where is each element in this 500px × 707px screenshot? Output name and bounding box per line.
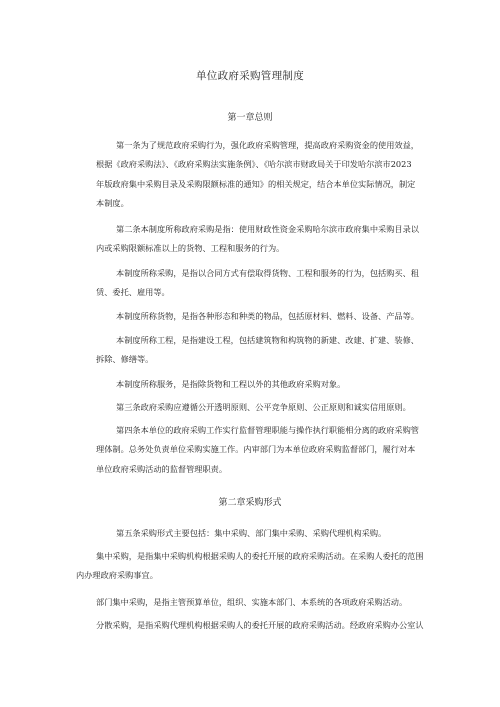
paragraph-line: 第四条本单位的政府采购工作实行监督管理职能与操作执行职能相分离的政府采购管 xyxy=(116,425,419,435)
paragraph-line: 分散采购，是指采购代理机构根据采购人的委托开展的政府采购活动。经政府采购办公室认 xyxy=(96,620,424,630)
paragraph-line: 本制度。 xyxy=(96,197,129,208)
document-title: 单位政府采购管理制度 xyxy=(196,70,304,82)
paragraph-line: 根据《政府采购法》、《政府采购法实施条例》、《哈尔滨市财政局关于印发哈尔滨市2023 xyxy=(96,159,412,170)
chapter-heading-2: 第二章采购形式 xyxy=(218,498,282,508)
paragraph-department-procurement xyxy=(76,593,436,612)
paragraph-line: 第二条本制度所称政府采购是指：使用财政性资金采购哈尔滨市政府集中采购目录以 xyxy=(116,224,419,234)
paragraph-line: 本制度所称货物，是指各种形态和种类的物品，包括原材料、燃料、设备、产品等。 xyxy=(116,311,419,321)
paragraph-line: 拆除、修缮等。 xyxy=(96,354,154,365)
paragraph-procurement-definition xyxy=(96,264,431,303)
paragraph-article-3 xyxy=(96,398,431,417)
paragraph-line: 本制度所称服务，是指除货物和工程以外的其他政府采购对象。 xyxy=(116,379,346,389)
paragraph-line: 年版政府集中采购目录及采购限额标准的通知》的相关规定，结合本单位实际情况，制定 xyxy=(96,178,416,189)
paragraph-line: 赁、委托、雇用等。 xyxy=(96,287,170,298)
paragraph-line: 第五条采购形式主要包括：集中采购、部门集中采购、采购代理机构采购。 xyxy=(116,528,387,538)
paragraph-goods-definition xyxy=(96,307,431,326)
paragraph-line: 集中采购，是指集中采购机构根据采购人的委托开展的政府采购活动。在采购人委托的范围 xyxy=(96,551,424,561)
paragraph-services-definition xyxy=(96,375,431,394)
paragraph-line: 理体制。总务处负责单位采购实施工作。内审部门为本单位政府采购监督部门，履行对本 xyxy=(96,444,416,455)
paragraph-line: 单位政府采购活动的监督管理职责。 xyxy=(96,463,228,474)
paragraph-line: 本制度所称工程，是指建设工程，包括建筑物和构筑物的新建、改建、扩建、装修、 xyxy=(116,335,419,345)
paragraph-article-1 xyxy=(96,136,431,213)
paragraph-article-4 xyxy=(96,421,431,479)
paragraph-central-procurement xyxy=(76,547,436,586)
paragraph-works-definition xyxy=(96,331,431,370)
paragraph-article-2 xyxy=(96,220,431,259)
paragraph-line: 内办理政府采购事宜。 xyxy=(76,570,158,581)
paragraph-article-5 xyxy=(96,524,431,543)
paragraph-line: 第一条为了规范政府采购行为，强化政府采购管理，提高政府采购资金的使用效益， xyxy=(116,140,419,150)
chapter-heading-1: 第一章总则 xyxy=(227,113,273,123)
paragraph-line: 本制度所称采购，是指以合同方式有偿取得货物、工程和服务的行为，包括购买、租 xyxy=(116,268,419,278)
paragraph-decentralized-procurement xyxy=(76,616,436,635)
paragraph-line: 部门集中采购，是指主管预算单位，组织、实施本部门、本系统的各项政府采购活动。 xyxy=(96,597,408,607)
paragraph-line: 内或采购限额标准以上的货物、工程和服务的行为。 xyxy=(96,243,285,254)
paragraph-line: 第三条政府采购应遵循公开透明原则、公平竞争原则、公正原则和诚实信用原则。 xyxy=(116,402,411,412)
